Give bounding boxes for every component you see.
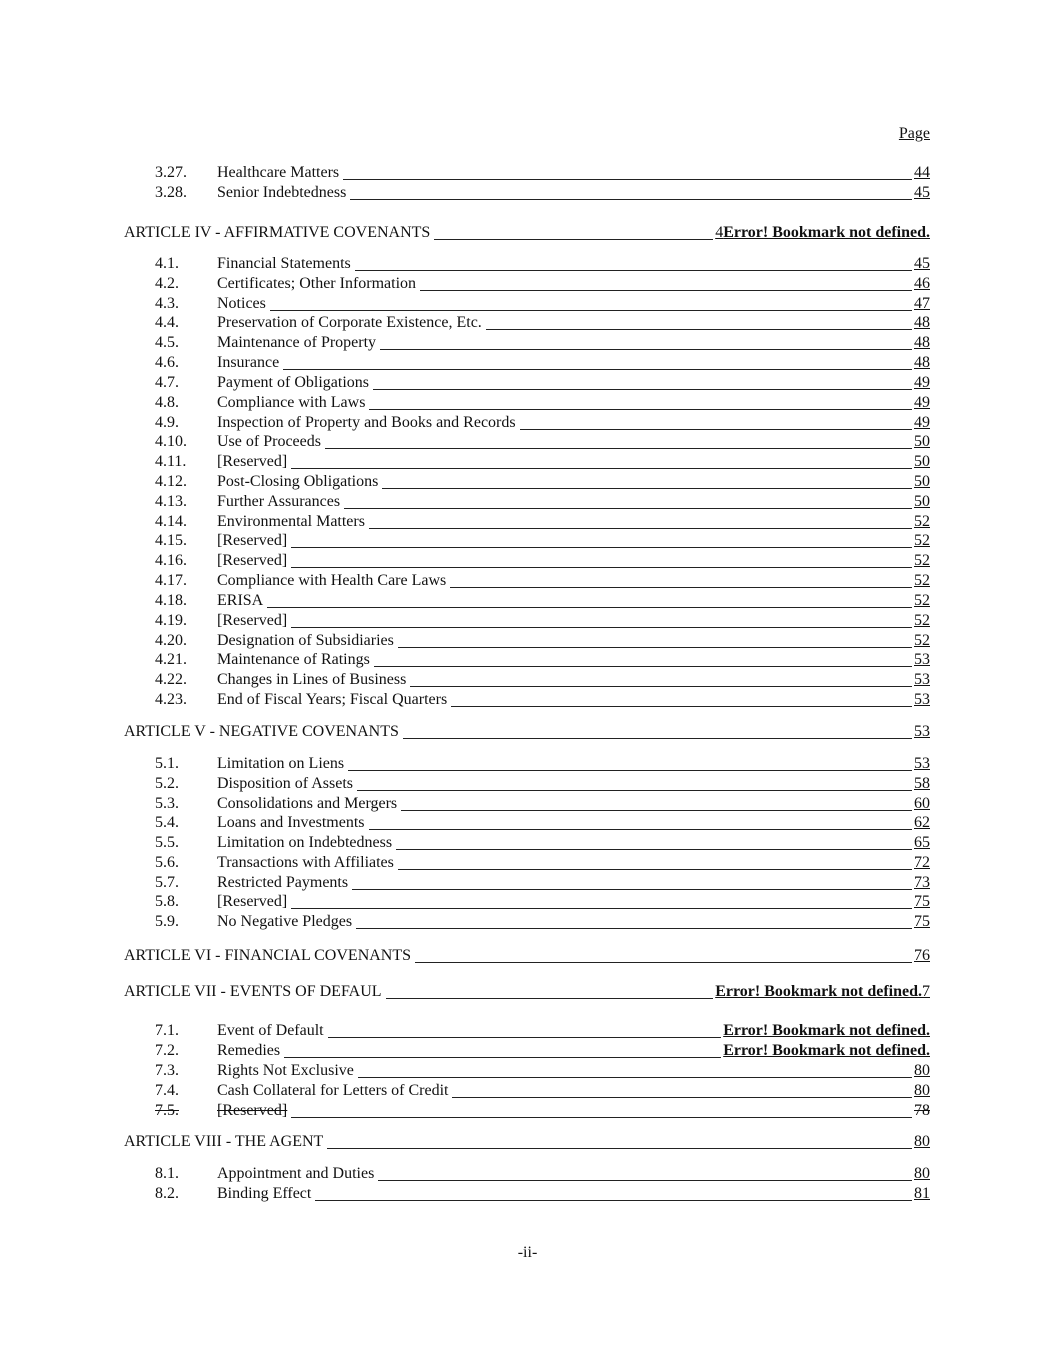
dot-leader xyxy=(373,388,912,390)
page-number: 53 xyxy=(914,651,930,669)
page-number: 44 xyxy=(914,164,930,181)
page-number: 80 xyxy=(914,1133,930,1150)
toc-entry-title: No Negative Pledges xyxy=(217,913,353,930)
dot-leader xyxy=(386,997,714,999)
toc-page-link[interactable] xyxy=(914,892,930,912)
dot-leader xyxy=(344,507,912,509)
page-number: 49 xyxy=(914,413,930,431)
dot-leader xyxy=(291,907,912,909)
toc-entry-title: Remedies xyxy=(217,1042,281,1059)
toc-entry-title: Senior Indebtedness xyxy=(217,184,347,201)
toc-entry-number: 3.27. xyxy=(155,164,187,181)
toc-page-link[interactable] xyxy=(914,1184,930,1204)
toc-page-link[interactable] xyxy=(914,813,930,833)
toc-page-link[interactable] xyxy=(914,571,930,591)
toc-entry[interactable] xyxy=(0,650,1055,670)
toc-entry-number: 4.10. xyxy=(155,433,187,451)
toc-entry-number: 4.22. xyxy=(155,671,187,689)
toc-entry[interactable] xyxy=(0,754,1055,774)
toc-page-link[interactable] xyxy=(914,853,930,873)
toc-entry-number: 7.3. xyxy=(155,1062,179,1079)
toc-entry-title: Environmental Matters xyxy=(217,512,365,530)
toc-entry-title: Disposition of Assets xyxy=(217,774,354,792)
page-number: 72 xyxy=(914,853,930,871)
toc-entry[interactable] xyxy=(0,373,1055,393)
toc-page-link[interactable] xyxy=(914,1061,930,1081)
toc-entry[interactable] xyxy=(0,794,1055,814)
page-number: 62 xyxy=(914,814,930,832)
toc-page-link[interactable] xyxy=(914,912,930,932)
toc-page-link[interactable] xyxy=(914,833,930,853)
dot-leader xyxy=(378,1179,912,1181)
toc-entry[interactable] xyxy=(0,353,1055,373)
page-number: 52 xyxy=(914,512,930,530)
page-number: 58 xyxy=(914,774,930,792)
toc-entry-number: 5.9. xyxy=(155,913,179,930)
toc-page-link[interactable] xyxy=(914,631,930,651)
toc-entry-number: 4.20. xyxy=(155,631,187,649)
page-number: 7 xyxy=(922,983,930,1000)
dot-leader xyxy=(291,566,912,568)
toc-entry-number: 5.1. xyxy=(155,755,179,772)
toc-entry-number: 4.8. xyxy=(155,393,179,411)
toc-entry-title: [Reserved] xyxy=(217,532,288,550)
toc-entry-number: 4.15. xyxy=(155,532,187,550)
page-number: 52 xyxy=(914,631,930,649)
toc-entry[interactable] xyxy=(0,912,1055,932)
toc-page-link[interactable] xyxy=(914,333,930,353)
page-number: 53 xyxy=(914,755,930,772)
page-number: 45 xyxy=(914,255,930,272)
toc-entry-number: 5.3. xyxy=(155,794,179,812)
dot-leader xyxy=(291,626,912,628)
toc-entry-title: Maintenance of Ratings xyxy=(217,651,370,669)
toc-page-link[interactable] xyxy=(914,373,930,393)
page-number: 50 xyxy=(914,453,930,471)
toc-entry[interactable] xyxy=(0,853,1055,873)
page-number: 65 xyxy=(914,834,930,851)
page-number: 78 xyxy=(914,1102,930,1119)
toc-page-link[interactable] xyxy=(914,754,930,774)
toc-entry[interactable] xyxy=(0,163,1055,183)
dot-leader xyxy=(369,828,912,830)
toc-page-link[interactable] xyxy=(914,531,930,551)
toc-entry[interactable] xyxy=(0,1101,1055,1121)
toc-entry[interactable] xyxy=(0,472,1055,492)
bookmark-error: Error! Bookmark not defined. xyxy=(723,224,930,241)
toc-entry-title: Loans and Investments xyxy=(217,814,365,832)
toc-entry-number: 4.4. xyxy=(155,314,179,332)
toc-entry-number: 4.11. xyxy=(155,453,187,471)
toc-article-heading[interactable] xyxy=(0,982,1055,1002)
toc-entry[interactable] xyxy=(0,551,1055,571)
page-number: 49 xyxy=(914,393,930,411)
toc-entry-number: 7.5. xyxy=(155,1102,179,1119)
toc-page-link[interactable] xyxy=(914,294,930,314)
dot-leader xyxy=(415,961,912,963)
dot-leader xyxy=(348,769,912,771)
dot-leader xyxy=(401,809,912,811)
toc-entry[interactable] xyxy=(0,1061,1055,1081)
dot-leader xyxy=(410,685,912,687)
toc-entry[interactable] xyxy=(0,274,1055,294)
toc-page-link[interactable] xyxy=(715,223,930,243)
dot-leader xyxy=(356,927,912,929)
toc-entry-title: Event of Default xyxy=(217,1022,324,1039)
page-number: 52 xyxy=(914,591,930,609)
toc-entry[interactable] xyxy=(0,333,1055,353)
toc-entry[interactable] xyxy=(0,413,1055,433)
page-number: 48 xyxy=(914,334,930,352)
toc-entry[interactable] xyxy=(0,512,1055,532)
toc-entry[interactable] xyxy=(0,1184,1055,1204)
toc-entry-number: 4.14. xyxy=(155,512,187,530)
toc-entry-title: ERISA xyxy=(217,591,264,609)
dot-leader xyxy=(420,289,912,291)
toc-entry-title: [Reserved] xyxy=(217,611,288,629)
toc-entry-number: 4.3. xyxy=(155,294,179,312)
dot-leader xyxy=(398,646,912,648)
toc-entry-title: ARTICLE VII - EVENTS OF DEFAUL xyxy=(124,983,382,1000)
toc-entry-number: 5.5. xyxy=(155,834,179,851)
page-number: 52 xyxy=(914,572,930,590)
toc-entry-title: Healthcare Matters xyxy=(217,164,340,181)
toc-entry[interactable] xyxy=(0,611,1055,631)
page-number: 53 xyxy=(914,671,930,689)
toc-entry-title: Changes in Lines of Business xyxy=(217,671,407,689)
page-number: 52 xyxy=(914,611,930,629)
toc-entry-title: Payment of Obligations xyxy=(217,373,369,391)
page-number: 48 xyxy=(914,354,930,372)
toc-page-link[interactable] xyxy=(914,432,930,452)
toc-page-link[interactable] xyxy=(914,163,930,183)
toc-entry-number: 7.1. xyxy=(155,1022,179,1039)
toc-entry[interactable] xyxy=(0,774,1055,794)
toc-entry[interactable] xyxy=(0,183,1055,203)
page-number: 60 xyxy=(914,794,930,812)
toc-entry-number: 4.19. xyxy=(155,611,187,629)
toc-entry-title: [Reserved] xyxy=(217,1102,288,1119)
toc-entry-number: 4.1. xyxy=(155,255,179,272)
toc-entry-title: [Reserved] xyxy=(217,893,288,911)
toc-entry-number: 5.8. xyxy=(155,893,179,911)
toc-article-heading[interactable] xyxy=(0,223,1055,243)
toc-page-link[interactable] xyxy=(914,254,930,274)
toc-article-heading[interactable] xyxy=(0,1132,1055,1152)
toc-page-link[interactable] xyxy=(914,650,930,670)
dot-leader xyxy=(283,368,912,370)
toc-entry[interactable] xyxy=(0,531,1055,551)
dot-leader xyxy=(291,467,912,469)
toc-page-link[interactable] xyxy=(914,946,930,966)
toc-entry[interactable] xyxy=(0,873,1055,893)
dot-leader xyxy=(357,789,912,791)
toc-entry-number: 5.4. xyxy=(155,814,179,832)
toc-entry-title: End of Fiscal Years; Fiscal Quarters xyxy=(217,691,448,709)
toc-entry-number: 4.18. xyxy=(155,591,187,609)
toc-entry[interactable] xyxy=(0,892,1055,912)
dot-leader xyxy=(350,198,912,200)
toc-entry-number: 8.2. xyxy=(155,1185,179,1202)
page-number: 76 xyxy=(914,947,930,964)
toc-page-link[interactable] xyxy=(715,982,930,1002)
toc-entry[interactable] xyxy=(0,591,1055,611)
dot-leader xyxy=(284,1056,721,1058)
dot-leader xyxy=(520,428,912,430)
toc-entry-title: ARTICLE V - NEGATIVE COVENANTS xyxy=(124,723,399,740)
toc-entry-number: 4.2. xyxy=(155,274,179,292)
toc-entry-title: [Reserved] xyxy=(217,552,288,570)
toc-page-link[interactable] xyxy=(914,413,930,433)
toc-entry-title: ARTICLE IV - AFFIRMATIVE COVENANTS xyxy=(124,224,431,241)
page-number: 46 xyxy=(914,274,930,292)
dot-leader xyxy=(434,238,713,240)
dot-leader xyxy=(452,1096,912,1098)
page-number: 49 xyxy=(914,373,930,391)
page-prefix: 4 xyxy=(715,224,724,241)
bookmark-error: Error! Bookmark not defined. xyxy=(715,983,922,1000)
page-column-header: Page xyxy=(898,125,930,142)
toc-page-link[interactable] xyxy=(914,591,930,611)
toc-page-link[interactable] xyxy=(914,690,930,710)
toc-page-link[interactable] xyxy=(914,670,930,690)
toc-entry[interactable] xyxy=(0,833,1055,853)
dot-leader xyxy=(352,888,912,890)
toc-page-link[interactable] xyxy=(914,794,930,814)
toc-entry-title: Cash Collateral for Letters of Credit xyxy=(217,1082,449,1099)
toc-entry-number: 7.2. xyxy=(155,1042,179,1059)
page-number: 50 xyxy=(914,473,930,491)
toc-entry[interactable] xyxy=(0,313,1055,333)
page-number: 52 xyxy=(914,552,930,570)
page-number: 50 xyxy=(914,433,930,451)
toc-entry-title: Limitation on Indebtedness xyxy=(217,834,393,851)
page-number: 81 xyxy=(914,1185,930,1202)
toc-entry[interactable] xyxy=(0,432,1055,452)
toc-entry-number: 5.2. xyxy=(155,774,179,792)
toc-entry[interactable] xyxy=(0,294,1055,314)
page-number: 50 xyxy=(914,492,930,510)
toc-page-link[interactable] xyxy=(914,873,930,893)
toc-entry-title: Designation of Subsidiaries xyxy=(217,631,394,649)
page-number: 75 xyxy=(914,893,930,911)
dot-leader xyxy=(382,487,912,489)
toc-entry[interactable] xyxy=(0,452,1055,472)
dot-leader xyxy=(327,1147,912,1149)
toc-entry-title: Compliance with Laws xyxy=(217,393,366,411)
toc-entry[interactable] xyxy=(0,690,1055,710)
dot-leader xyxy=(325,447,912,449)
toc-page-link[interactable] xyxy=(914,183,930,203)
toc-entry-title: Rights Not Exclusive xyxy=(217,1062,354,1079)
toc-entry[interactable] xyxy=(0,813,1055,833)
toc-entry-title: Preservation of Corporate Existence, Etc. xyxy=(217,314,482,332)
toc-entry[interactable] xyxy=(0,492,1055,512)
toc-entry-title: Certificates; Other Information xyxy=(217,274,417,292)
dot-leader xyxy=(380,348,912,350)
dot-leader xyxy=(486,328,912,330)
toc-entry-title: ARTICLE VIII - THE AGENT xyxy=(124,1133,324,1150)
page-number: 53 xyxy=(914,691,930,709)
toc-entry-title: Post-Closing Obligations xyxy=(217,473,379,491)
toc-entry-title: Notices xyxy=(217,294,266,312)
toc-page-link[interactable] xyxy=(914,492,930,512)
toc-entry-number: 4.17. xyxy=(155,572,187,590)
toc-entry-title: Further Assurances xyxy=(217,492,341,510)
dot-leader xyxy=(291,1116,912,1118)
toc-entry-title: Binding Effect xyxy=(217,1185,312,1202)
toc-entry-title: Consolidations and Mergers xyxy=(217,794,398,812)
page-number-footer: -ii- xyxy=(517,1244,538,1261)
toc-page-link[interactable] xyxy=(914,274,930,294)
toc-page-link[interactable] xyxy=(914,313,930,333)
dot-leader xyxy=(374,665,912,667)
toc-page-link[interactable] xyxy=(914,393,930,413)
toc-entry[interactable] xyxy=(0,1164,1055,1184)
page-number: 52 xyxy=(914,532,930,550)
toc-entry-title: Inspection of Property and Books and Records xyxy=(217,413,516,431)
dot-leader xyxy=(396,848,912,850)
dot-leader xyxy=(451,705,912,707)
dot-leader xyxy=(358,1076,912,1078)
toc-page-link[interactable] xyxy=(723,1041,930,1061)
toc-entry-title: Appointment and Duties xyxy=(217,1165,375,1182)
page-number: 80 xyxy=(914,1165,930,1182)
dot-leader xyxy=(369,408,912,410)
page-number: 48 xyxy=(914,314,930,332)
toc-page-link[interactable] xyxy=(914,722,930,742)
dot-leader xyxy=(328,1036,722,1038)
toc-entry-number: 5.7. xyxy=(155,873,179,891)
toc-page-link[interactable] xyxy=(914,611,930,631)
dot-leader xyxy=(398,868,912,870)
toc-entry-title: Insurance xyxy=(217,354,280,372)
toc-page-link[interactable] xyxy=(914,472,930,492)
toc-entry-title: Financial Statements xyxy=(217,255,351,272)
toc-article-heading[interactable] xyxy=(0,946,1055,966)
page-number: 45 xyxy=(914,184,930,201)
dot-leader xyxy=(450,586,912,588)
toc-entry-title: Limitation on Liens xyxy=(217,755,345,772)
toc-entry-number: 4.5. xyxy=(155,334,179,352)
toc-page-link[interactable] xyxy=(914,1132,930,1152)
toc-page-link[interactable] xyxy=(914,551,930,571)
toc-entry-number: 4.23. xyxy=(155,691,187,709)
toc-page-link[interactable] xyxy=(914,1081,930,1101)
toc-entry-number: 4.7. xyxy=(155,373,179,391)
toc-page-link[interactable] xyxy=(914,452,930,472)
page-number: 75 xyxy=(914,913,930,930)
dot-leader xyxy=(355,269,912,271)
dot-leader xyxy=(267,606,912,608)
toc-page-link[interactable] xyxy=(914,1101,930,1121)
page-number: 80 xyxy=(914,1062,930,1079)
toc-page-link[interactable] xyxy=(914,1164,930,1184)
toc-entry-number: 5.6. xyxy=(155,853,179,871)
toc-entry-number: 3.28. xyxy=(155,184,187,201)
toc-page-link[interactable] xyxy=(914,774,930,794)
page-number: 47 xyxy=(914,294,930,312)
dot-leader xyxy=(315,1199,912,1201)
toc-entry-title: Compliance with Health Care Laws xyxy=(217,572,447,590)
dot-leader xyxy=(291,546,912,548)
toc-entry-title: Transactions with Affiliates xyxy=(217,853,394,871)
toc-entry-number: 4.13. xyxy=(155,492,187,510)
dot-leader xyxy=(343,178,912,180)
toc-entry-number: 4.16. xyxy=(155,552,187,570)
toc-entry-title: [Reserved] xyxy=(217,453,288,471)
toc-entry-title: Use of Proceeds xyxy=(217,433,321,451)
toc-entry-title: Restricted Payments xyxy=(217,873,349,891)
dot-leader xyxy=(270,309,912,311)
toc-entry[interactable] xyxy=(0,1021,1055,1041)
toc-entry-number: 7.4. xyxy=(155,1082,179,1099)
page-number: 80 xyxy=(914,1082,930,1099)
toc-page-link[interactable] xyxy=(914,512,930,532)
dot-leader xyxy=(369,527,912,529)
toc-entry[interactable] xyxy=(0,393,1055,413)
toc-article-heading[interactable] xyxy=(0,722,1055,742)
toc-entry-number: 4.21. xyxy=(155,651,187,669)
toc-entry[interactable] xyxy=(0,254,1055,274)
toc-entry-number: 4.9. xyxy=(155,413,179,431)
toc-entry[interactable] xyxy=(0,670,1055,690)
toc-entry[interactable] xyxy=(0,571,1055,591)
toc-entry-title: ARTICLE VI - FINANCIAL COVENANTS xyxy=(124,947,412,964)
bookmark-error: Error! Bookmark not defined. xyxy=(723,1042,930,1059)
page-number: 73 xyxy=(914,873,930,891)
bookmark-error: Error! Bookmark not defined. xyxy=(723,1022,930,1039)
toc-entry[interactable] xyxy=(0,1081,1055,1101)
toc-entry-number: 8.1. xyxy=(155,1165,179,1182)
toc-entry-number: 4.6. xyxy=(155,354,179,372)
page-number: 53 xyxy=(914,723,930,740)
toc-entry-title: Maintenance of Property xyxy=(217,334,377,352)
toc-entry[interactable] xyxy=(0,631,1055,651)
toc-entry-number: 4.12. xyxy=(155,473,187,491)
dot-leader xyxy=(403,737,912,739)
toc-entry[interactable] xyxy=(0,1041,1055,1061)
toc-page-link[interactable] xyxy=(914,353,930,373)
toc-page-link[interactable] xyxy=(723,1021,930,1041)
